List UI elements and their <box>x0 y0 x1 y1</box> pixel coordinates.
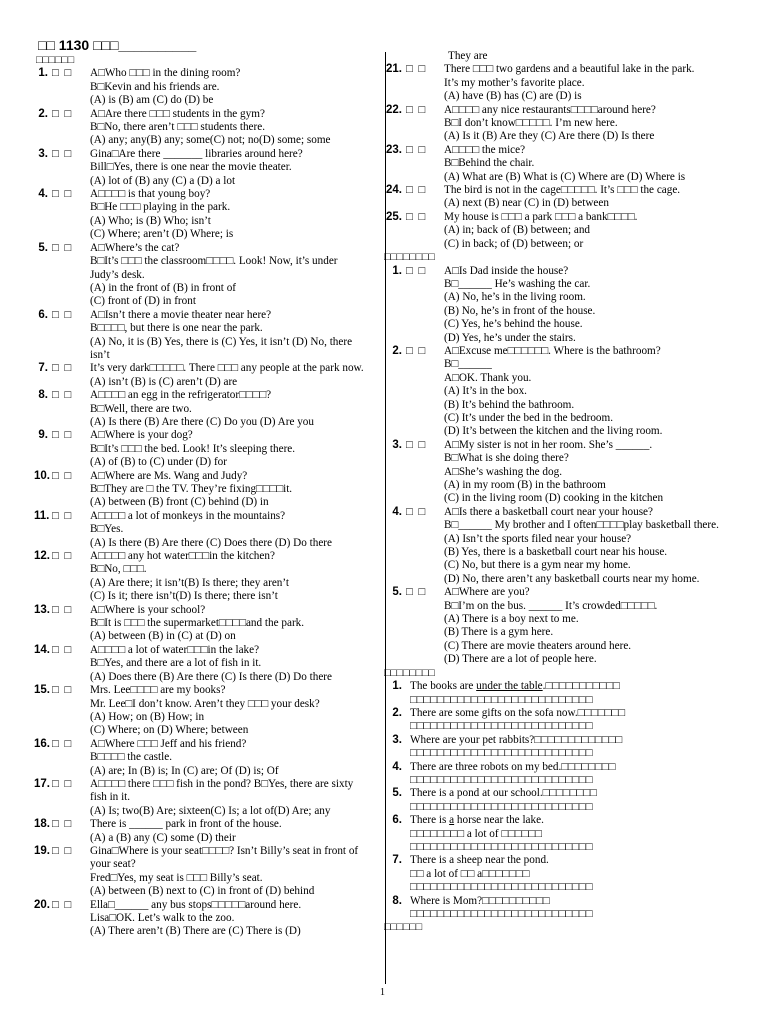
question-item <box>34 604 368 644</box>
rewrite-sentence <box>410 814 734 827</box>
question-line: B□It’s □□□ the classroom□□□□. Look! Now, it’s under Judy’s desk. <box>90 255 338 281</box>
question-line: (D) Yes, he’s under the stairs. <box>444 331 576 344</box>
question-item <box>34 510 368 550</box>
question-number: 8. <box>38 389 48 402</box>
question-line: B□Yes, and there are a lot of fish in it. <box>90 657 262 670</box>
rewrite-number: 6. <box>392 814 402 827</box>
question-item <box>34 644 368 684</box>
rewrite-item <box>382 707 734 734</box>
question-text: Mrs. Lee□□□□ are my books? <box>90 684 226 697</box>
question-line: (A) lot of (B) any (C) a (D) a lot <box>90 174 236 187</box>
rewrite-sentence-start: There are some gifts on the sofa now.□□□□□□□ <box>410 706 625 719</box>
question-line: (A) There aren’t (B) There are (C) There is (D) <box>90 925 301 938</box>
section-heading-next: □□□□□□ <box>384 921 423 934</box>
question-item <box>382 506 734 586</box>
question-line: (C) There are movie theaters around here. <box>444 639 632 652</box>
question-number: 12. <box>34 550 50 563</box>
question-line: (A) What are (B) What is (C) Where are (D) Where is <box>444 170 686 183</box>
section-heading-multiple-choice: □□□□□□ <box>36 54 75 66</box>
question-number: 4. <box>392 505 402 518</box>
question-number: 4. <box>38 188 48 201</box>
rewrite-number: 8. <box>392 894 402 907</box>
question-text: A□Is there a basketball court near your house? <box>444 505 653 518</box>
question-text: Gina□Where is your seat□□□□? Isn’t Billy’s seat in front of your seat? <box>90 844 359 871</box>
question-number: 15. <box>34 684 50 697</box>
question-item <box>34 429 368 469</box>
question-line: Mr. Lee□I don’t know. Aren’t they □□□ your desk? <box>90 697 320 710</box>
question-number: 13. <box>34 603 50 616</box>
answer-blank: □ □ <box>52 67 72 80</box>
dialogue-question-list <box>382 265 734 667</box>
question-line: (A) Is it (B) Are they (C) Are there (D) Is there <box>444 130 655 143</box>
rewrite-item <box>382 761 734 788</box>
question-line: (D) There are a lot of people here. <box>444 653 597 666</box>
question-line: A□OK. Thank you. <box>444 371 532 384</box>
question-text: Gina□Are there _______ libraries around here? <box>90 147 303 160</box>
question-line: (A) Are there; it isn’t(B) Is there; they aren’t <box>90 576 290 589</box>
rewrite-sentence <box>410 680 734 693</box>
underlined-phrase: under the table <box>476 680 543 693</box>
question-line: (A) in my room (B) in the bathroom <box>444 479 606 491</box>
question-number: 18. <box>34 818 50 831</box>
answer-blank: □ □ <box>52 362 72 375</box>
question-item <box>34 738 368 778</box>
question-line: B□Kevin and his friends are. <box>90 80 220 93</box>
question-number: 7. <box>38 362 48 375</box>
underlined-phrase: a <box>449 814 455 827</box>
answer-blank: □ □ <box>406 143 426 156</box>
rewrite-sentence-start: There is a sheep near the pond. <box>410 854 549 867</box>
question-line: (C) in back; of (D) between; or <box>444 237 584 250</box>
question-line: (A) are; In (B) is; In (C) are; Of (D) is; Of <box>90 764 279 777</box>
question-line: (A) Is; two(B) Are; sixteen(C) Is; a lot of(D) Are; any <box>90 804 331 817</box>
question-item <box>34 899 368 939</box>
rewrite-item <box>382 895 734 922</box>
question-line: (B) There is a gym here. <box>444 626 554 639</box>
rewrite-item <box>382 680 734 707</box>
question-line: (A) a (B) any (C) some (D) their <box>90 831 236 844</box>
question-number: 21. <box>386 63 402 76</box>
question-line: (A) Isn’t the sports filed near your house? <box>444 532 632 545</box>
rewrite-sentence <box>410 707 734 720</box>
question-line: (A) No, he’s in the living room. <box>444 291 586 304</box>
answer-blank: □ □ <box>406 63 426 76</box>
question-text: A□Is Dad inside the house? <box>444 264 569 277</box>
question-item <box>34 684 368 738</box>
answer-blank: □ □ <box>52 241 72 254</box>
answer-blank: □ □ <box>406 184 426 197</box>
left-question-list <box>34 67 368 938</box>
answer-blank: □ □ <box>52 107 72 120</box>
question-line: (A) of (B) to (C) under (D) for <box>90 456 228 469</box>
question-line: (A) It’s in the box. <box>444 385 527 398</box>
question-line: (A) Who; is (B) Who; isn’t <box>90 214 211 227</box>
question-number: 2. <box>38 107 48 120</box>
rewrite-instruction: □□□□□□□□□□□□□□□□□□□□□□□□□□□ <box>410 720 593 733</box>
question-text: A□□□□ a lot of water□□□in the lake? <box>90 643 260 656</box>
rewrite-instruction: □□□□□□□□ a lot of □□□□□□ <box>410 827 542 840</box>
question-line: B□What is she doing there? <box>444 452 569 465</box>
question-text: A□Where’s the cat? <box>90 241 180 254</box>
question-number: 2. <box>392 344 402 357</box>
answer-blank: □ □ <box>52 188 72 201</box>
section-heading-dialogue: □□□□□□□□ <box>384 251 435 264</box>
question-line: (B) No, he’s in front of the house. <box>444 304 596 317</box>
question-line: B□Well, there are two. <box>90 402 192 415</box>
rewrite-sentence-start: Where are your pet rabbits?□□□□□□□□□□□□□ <box>410 733 623 746</box>
left-column <box>34 38 368 939</box>
question-number: 10. <box>34 469 50 482</box>
question-number: 17. <box>34 777 50 790</box>
question-number: 20. <box>34 898 50 911</box>
question-number: 16. <box>34 737 50 750</box>
question-line: (A) next (B) near (C) in (D) between <box>444 197 609 210</box>
answer-blank: □ □ <box>52 643 72 656</box>
rewrite-instruction: □□□□□□□□□□□□□□□□□□□□□□□□□□□ <box>410 908 593 920</box>
question-line: (D) It’s between the kitchen and the living room. <box>444 425 663 438</box>
rewrite-sentence <box>410 734 734 747</box>
question-line: B□Yes. <box>90 523 124 536</box>
question-text: My house is □□□ a park □□□ a bank□□□□. <box>444 210 638 223</box>
question-text: A□Where is your school? <box>90 603 206 616</box>
question-number: 9. <box>38 429 48 442</box>
question-item <box>34 550 368 604</box>
question-line: (A) have (B) has (C) are (D) is <box>444 90 582 103</box>
answer-blank: □ □ <box>52 429 72 442</box>
rewrite-sentence-end: horse near the lake. <box>454 814 544 827</box>
rewrite-item <box>382 814 734 854</box>
question-item <box>382 211 734 251</box>
question-line: B□I don’t know□□□□□. I’m new here. <box>444 117 618 130</box>
rewrite-sentence-start: There are three robots on my bed.□□□□□□□□ <box>410 760 616 773</box>
rewrite-sentence-start: The books are <box>410 680 477 693</box>
question-text: A□Where are you? <box>444 586 530 599</box>
page-number: 1 <box>380 987 385 998</box>
rewrite-sentence-end: .□□□□□□□□□□□ <box>542 680 620 693</box>
question-item <box>34 242 368 309</box>
right-question-list <box>382 63 734 251</box>
question-text: A□□□□ a lot of monkeys in the mountains? <box>90 509 286 522</box>
question-line: B□I’m on the bus. ______ It’s crowded□□□□□. <box>444 599 658 612</box>
question-text: A□Where are Ms. Wang and Judy? <box>90 469 248 482</box>
answer-blank: □ □ <box>406 210 426 223</box>
question-line: (B) It’s behind the bathroom. <box>444 398 575 411</box>
answer-blank: □ □ <box>52 777 72 790</box>
question-line: (A) between (B) in (C) at (D) on <box>90 630 236 643</box>
question-line: (C) No, but there is a gym near my home. <box>444 559 631 572</box>
rewrite-number: 5. <box>392 787 402 800</box>
rewrite-instruction: □□□□□□□□□□□□□□□□□□□□□□□□□□□ <box>410 881 593 894</box>
question-item <box>34 818 368 845</box>
question-line: A□She’s washing the dog. <box>444 465 563 478</box>
question-number: 1. <box>392 264 402 277</box>
rewrite-sentence <box>410 761 734 774</box>
question-line: Fred□Yes, my seat is □□□ Billy’s seat. <box>90 871 263 884</box>
question-line: (A) Does there (B) Are there (C) Is there (D) Do there <box>90 670 332 683</box>
question-line: B□He □□□ playing in the park. <box>90 201 231 214</box>
question-line: Lisa□OK. Let’s walk to the zoo. <box>90 912 235 924</box>
question-line: B□It is □□□ the supermarket□□□□and the park. <box>90 617 305 630</box>
right-column <box>382 52 734 935</box>
question-item <box>34 845 368 899</box>
question-line: (A) Is there (B) Are there (C) Do you (D) Are you <box>90 415 314 428</box>
answer-blank: □ □ <box>406 438 426 451</box>
question-line: (A) between (B) front (C) behind (D) in <box>90 496 269 509</box>
rewrite-instruction: □□ a lot of □□ a□□□□□□□ <box>410 867 530 880</box>
question-line: B□______ <box>444 358 492 371</box>
question-number: 14. <box>34 643 50 656</box>
question-line: (A) in; back of (B) between; and <box>444 224 591 237</box>
question-line: (C) in the living room (D) cooking in the kitchen <box>444 492 664 505</box>
answer-blank: □ □ <box>406 264 426 277</box>
rewrite-sentence <box>410 854 734 867</box>
answer-blank: □ □ <box>52 308 72 321</box>
answer-blank: □ □ <box>52 603 72 616</box>
question-number: 25. <box>386 210 402 223</box>
rewrite-instruction: □□□□□□□□□□□□□□□□□□□□□□□□□□□ <box>410 693 593 706</box>
question-line: B□No, there aren’t □□□ students there. <box>90 121 266 134</box>
answer-blank: □ □ <box>406 103 426 116</box>
question-line: (A) between (B) next to (C) in front of (D) behind <box>90 885 315 898</box>
answer-blank: □ □ <box>406 586 426 599</box>
question-text: There is ______ park in front of the house. <box>90 818 282 831</box>
question-text: A□Isn’t there a movie theater near here? <box>90 308 272 321</box>
question-text: A□□□□ is that young boy? <box>90 188 211 201</box>
question-number: 1. <box>38 67 48 80</box>
question-text: A□□□□ an egg in the refrigerator□□□□? <box>90 389 272 402</box>
rewrite-item <box>382 734 734 761</box>
question-line: (B) Yes, there is a basketball court near his house. <box>444 546 668 559</box>
question-text: It’s very dark□□□□□. There □□□ any people at the park now. <box>90 362 364 375</box>
question-item <box>382 265 734 345</box>
rewrite-sentence <box>410 895 734 908</box>
rewrite-item <box>382 787 734 814</box>
answer-blank: □ □ <box>52 684 72 697</box>
section-heading-rewrite: □□□□□□□□ <box>384 666 435 679</box>
question-line: (C) front of (D) in front <box>90 295 196 308</box>
question-text: The bird is not in the cage□□□□□. It’s □□□ the cage. <box>444 184 681 197</box>
question-item <box>382 184 734 211</box>
question-text: A□Are there □□□ students in the gym? <box>90 107 265 120</box>
question-item <box>34 108 368 148</box>
question-item <box>34 309 368 363</box>
question-item <box>34 188 368 242</box>
rewrite-instruction: □□□□□□□□□□□□□□□□□□□□□□□□□□□ <box>410 840 593 853</box>
question-text: A□□□□ there □□□ fish in the pond? B□Yes, there are sixty fish in it. <box>90 777 354 804</box>
rewrite-instruction: □□□□□□□□□□□□□□□□□□□□□□□□□□□ <box>410 800 593 813</box>
question-text: A□Who □□□ in the dining room? <box>90 67 241 80</box>
question-item <box>382 63 734 103</box>
question-number: 3. <box>38 147 48 160</box>
question-item <box>382 586 734 666</box>
question-line: (A) There is a boy next to me. <box>444 613 579 626</box>
question-line: (A) Is there (B) Are there (C) Does there (D) Do there <box>90 536 332 549</box>
rewrite-instruction: □□□□□□□□□□□□□□□□□□□□□□□□□□□ <box>410 773 593 786</box>
question-line: (C) Where; aren’t (D) Where; is <box>90 228 234 241</box>
question-line: (C) It’s under the bed in the bedroom. <box>444 411 614 424</box>
question-number: 5. <box>392 586 402 599</box>
question-number: 19. <box>34 844 50 857</box>
rewrite-instruction: □□□□□□□□□□□□□□□□□□□□□□□□□□□ <box>410 747 593 760</box>
question-line: (A) is (B) am (C) do (D) be <box>90 94 214 107</box>
question-number: 5. <box>38 241 48 254</box>
answer-blank: □ □ <box>52 469 72 482</box>
rewrite-sentence-start: There is <box>410 814 450 827</box>
question-text: A□□□□ the mice? <box>444 143 526 156</box>
question-text: There □□□ two gardens and a beautiful lake in the park. <box>444 63 695 76</box>
continued-answer-line: They are <box>448 50 488 62</box>
question-number: 3. <box>392 438 402 451</box>
worksheet-title: □□ 1130 □□□__________ <box>38 37 197 53</box>
rewrite-number: 1. <box>392 680 402 693</box>
question-number: 6. <box>38 308 48 321</box>
question-item <box>382 345 734 439</box>
answer-blank: □ □ <box>406 344 426 357</box>
question-line: (A) any; any(B) any; some(C) not; no(D) some; some <box>90 134 331 147</box>
question-line: (A) How; on (B) How; in <box>90 710 205 723</box>
question-line: B□It’s □□□ the bed. Look! It’s sleeping there. <box>90 442 296 455</box>
question-item <box>34 67 368 107</box>
question-line: Bill□Yes, there is one near the movie theater. <box>90 161 292 174</box>
question-line: (C) Yes, he’s behind the house. <box>444 318 583 331</box>
question-line: (A) in the front of (B) in front of <box>90 281 237 294</box>
rewrite-sentence-start: There is a pond at our school.□□□□□□□□ <box>410 787 597 800</box>
question-item <box>34 148 368 188</box>
question-line: B□□□□, but there is one near the park. <box>90 322 263 335</box>
question-number: 22. <box>386 103 402 116</box>
answer-blank: □ □ <box>52 818 72 831</box>
answer-blank: □ □ <box>52 898 72 911</box>
question-line: (A) No, it is (B) Yes, there is (C) Yes, it isn’t (D) No, there isn’t <box>90 335 353 361</box>
question-line: B□______ My brother and I often□□□□play basketball there. <box>444 519 719 532</box>
question-item <box>34 362 368 389</box>
rewrite-number: 3. <box>392 733 402 746</box>
question-item <box>34 470 368 510</box>
question-line: (D) No, there aren’t any basketball courts near my home. <box>444 572 700 585</box>
question-item <box>382 439 734 506</box>
rewrite-item <box>382 854 734 894</box>
rewrite-sentence <box>410 787 734 800</box>
question-text: A□Where □□□ Jeff and his friend? <box>90 737 247 750</box>
rewrite-question-list <box>382 680 734 921</box>
question-line: B□______ He’s washing the car. <box>444 277 591 290</box>
rewrite-sentence-start: Where is Mom?□□□□□□□□□□ <box>410 894 550 907</box>
question-text: A□My sister is not in her room. She’s ______. <box>444 438 653 451</box>
question-line: B□□□□ the castle. <box>90 751 173 764</box>
answer-blank: □ □ <box>52 844 72 857</box>
question-text: A□Where is your dog? <box>90 429 193 442</box>
question-line: (A) isn’t (B) is (C) aren’t (D) are <box>90 375 238 388</box>
question-text: A□□□□ any hot water□□□in the kitchen? <box>90 550 275 563</box>
answer-blank: □ □ <box>52 389 72 402</box>
question-number: 23. <box>386 143 402 156</box>
question-number: 11. <box>34 509 50 522</box>
answer-blank: □ □ <box>52 550 72 563</box>
answer-blank: □ □ <box>52 147 72 160</box>
question-item <box>34 778 368 818</box>
answer-blank: □ □ <box>52 737 72 750</box>
rewrite-number: 7. <box>392 854 402 867</box>
question-line: B□They are □ the TV. They’re fixing□□□□it. <box>90 483 293 495</box>
answer-blank: □ □ <box>406 505 426 518</box>
question-item <box>382 104 734 144</box>
question-text: A□Excuse me□□□□□□. Where is the bathroom? <box>444 344 661 357</box>
question-line: B□Behind the chair. <box>444 157 535 170</box>
question-text: A□□□□ any nice restaurants□□□□around here? <box>444 103 656 116</box>
question-line: It’s my mother’s favorite place. <box>444 76 585 89</box>
question-item <box>34 389 368 429</box>
question-number: 24. <box>386 184 402 197</box>
rewrite-number: 4. <box>392 760 402 773</box>
rewrite-number: 2. <box>392 706 402 719</box>
question-line: (C) Where; on (D) Where; between <box>90 724 249 737</box>
question-text: Ella□______ any bus stops□□□□□around here. <box>90 898 302 911</box>
question-line: (C) Is it; there isn’t(D) Is there; there isn’t <box>90 590 278 603</box>
answer-blank: □ □ <box>52 509 72 522</box>
question-line: B□No, □□□. <box>90 563 147 576</box>
question-item <box>382 144 734 184</box>
